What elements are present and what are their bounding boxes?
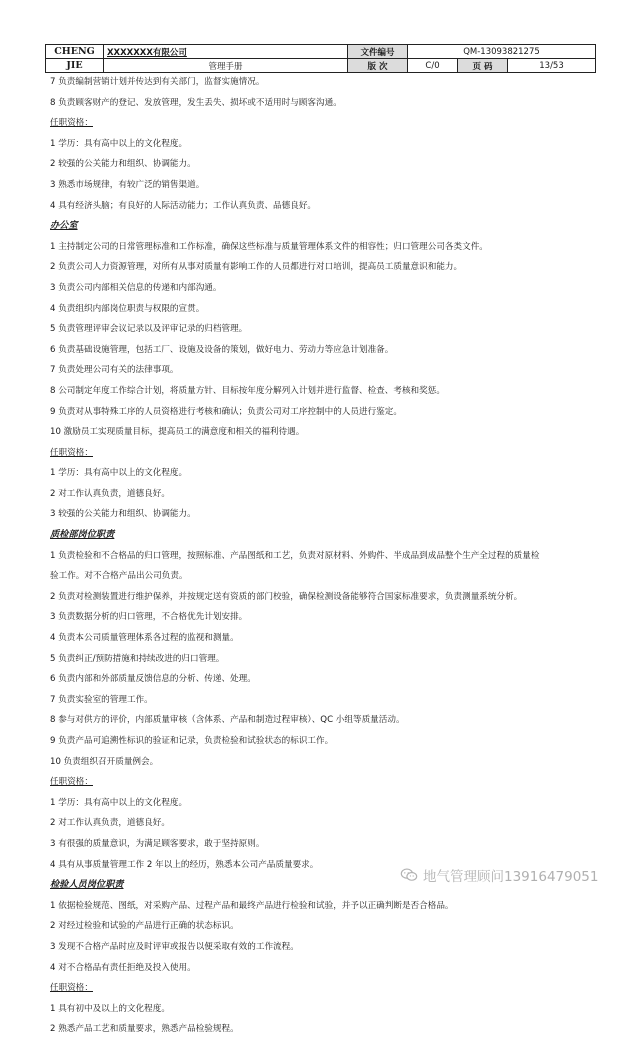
text-line: 8 公司制定年度工作综合计划，将质量方针、目标按年度分解列入计划并进行监督、检查、考核和奖惩。 <box>50 385 445 396</box>
text-line: 9 负责对从事特殊工序的人员资格进行考核和确认；负责公司对工序控制中的人员进行鉴定。 <box>50 406 402 417</box>
text-line: 4 负责本公司质量管理体系各过程的监视和测量。 <box>50 633 239 644</box>
text-line: 2 对工作认真负责，道德良好。 <box>50 818 170 829</box>
page-label: 页 码 <box>458 59 508 73</box>
text-line: 5 负责纠正/预防措施和持续改进的归口管理。 <box>50 653 225 664</box>
watermark <box>400 865 598 885</box>
text-line: 8 参与对供方的评价，内部质量审核（含体系、产品和制造过程审核）、QC 小组等质量活动。 <box>50 715 405 726</box>
doc-no-label: 文件编号 <box>348 45 408 59</box>
qualification-heading: 任职资格： <box>50 777 93 788</box>
text-line: 3 负责公司内部相关信息的传递和内部沟通。 <box>50 282 222 293</box>
text-line: 验工作。对不合格产品出公司负责。 <box>50 571 188 582</box>
company-name: XXXXXXX有限公司 <box>104 45 348 59</box>
section-heading: 检验人员岗位职责 <box>50 879 124 891</box>
page-value: 13/53 <box>508 59 596 73</box>
text-line: 6 负责内部和外部质量反馈信息的分析、传递、处理。 <box>50 674 256 685</box>
qualification-heading: 任职资格： <box>50 983 93 994</box>
text-line: 10 激励员工实现质量目标，提高员工的满意度和相关的福利待遇。 <box>50 427 305 438</box>
text-line: 5 负责管理评审会议记录以及评审记录的归档管理。 <box>50 324 248 335</box>
text-line: 1 学历：具有高中以上的文化程度。 <box>50 138 188 149</box>
text-line: 3 负责数据分析的归口管理，不合格优先计划安排。 <box>50 612 248 623</box>
doc-no-value: QM-13093821275 <box>408 45 596 59</box>
version-label: 版 次 <box>348 59 408 73</box>
document-body <box>50 72 598 1040</box>
document-header-table <box>45 44 596 73</box>
text-line: 7 负责处理公司有关的法律事项。 <box>50 365 179 376</box>
text-line: 4 对不合格品有责任拒绝及投入使用。 <box>50 962 196 973</box>
text-line: 10 负责组织召开质量例会。 <box>50 756 159 767</box>
text-line: 7 负责实验室的管理工作。 <box>50 694 153 705</box>
version-value: C/0 <box>408 59 458 73</box>
text-line: 1 负责检验和不合格品的归口管理，按照标准、产品图纸和工艺，负责对原材料、外购件、半成品到成品整个生产全过程的质量检 <box>50 550 540 561</box>
text-line: 2 对经过检验和试验的产品进行正确的状态标识。 <box>50 921 239 932</box>
text-line: 9 负责产品可追溯性标识的验证和记录，负责检验和试验状态的标识工作。 <box>50 736 334 746</box>
section-heading: 质检部岗位职责 <box>50 529 115 541</box>
text-line: 1 学历：具有高中以上的文化程度。 <box>50 468 188 479</box>
text-line: 3 熟悉市场规律，有较广泛的销售渠道。 <box>50 179 205 190</box>
text-line: 2 负责公司人力资源管理，对所有从事对质量有影响工作的人员都进行对口培训，提高员工质量意识和能力。 <box>50 262 463 273</box>
text-line: 1 学历：具有高中以上的文化程度。 <box>50 797 188 808</box>
qualification-heading: 任职资格： <box>50 447 93 458</box>
section-heading: 办公室 <box>50 220 78 232</box>
text-line: 1 主持制定公司的日常管理标准和工作标准，确保这些标准与质量管理体系文件的相容性；归口管理公司各类文件。 <box>50 241 488 252</box>
text-line: 1 依据检验规范、图纸，对采购产品、过程产品和最终产品进行检验和试验，并予以正确判断是否合格品。 <box>50 900 454 911</box>
text-line: 4 具有从事质量管理工作 2 年以上的经历，熟悉本公司产品质量要求。 <box>50 859 319 870</box>
logo-bottom: JIE <box>46 59 104 73</box>
text-line: 2 较强的公关能力和组织、协调能力。 <box>50 159 196 170</box>
text-line: 4 负责组织内部岗位职责与权限的宣贯。 <box>50 303 205 314</box>
manual-name: 管理手册 <box>104 59 348 73</box>
text-line: 8 负责顾客财产的登记、发放管理，发生丢失、损坏或不适用时与顾客沟通。 <box>50 97 342 108</box>
text-line: 2 熟悉产品工艺和质量要求，熟悉产品检验规程。 <box>50 1024 239 1035</box>
qualification-heading: 任职资格： <box>50 118 93 129</box>
wechat-icon <box>400 868 418 882</box>
text-line: 7 负责编制营销计划并传达到有关部门，监督实施情况。 <box>50 77 265 87</box>
text-line: 4 具有经济头脑；有良好的人际活动能力；工作认真负责、品德良好。 <box>50 200 317 211</box>
text-line: 6 负责基础设施管理，包括工厂、设施及设备的策划，做好电力、劳动力等应急计划准备。 <box>50 344 394 355</box>
text-line: 3 发现不合格产品时应及时评审或报告以便采取有效的工作流程。 <box>50 941 299 952</box>
logo-top: CHENG <box>46 45 104 59</box>
text-line: 2 对工作认真负责，道德良好。 <box>50 488 170 499</box>
text-line: 2 负责对检测装置进行维护保养，并按规定送有资质的部门校验，确保检测设备能够符合国家标准要求，负责测量系统分析。 <box>50 591 523 602</box>
text-line: 3 有很强的质量意识，为满足顾客要求，敢于坚持原则。 <box>50 838 265 849</box>
text-line: 3 较强的公关能力和组织、协调能力。 <box>50 509 196 520</box>
text-line: 1 具有初中及以上的文化程度。 <box>50 1003 170 1014</box>
watermark-text: 地气管理顾问13916479051 <box>423 869 599 885</box>
